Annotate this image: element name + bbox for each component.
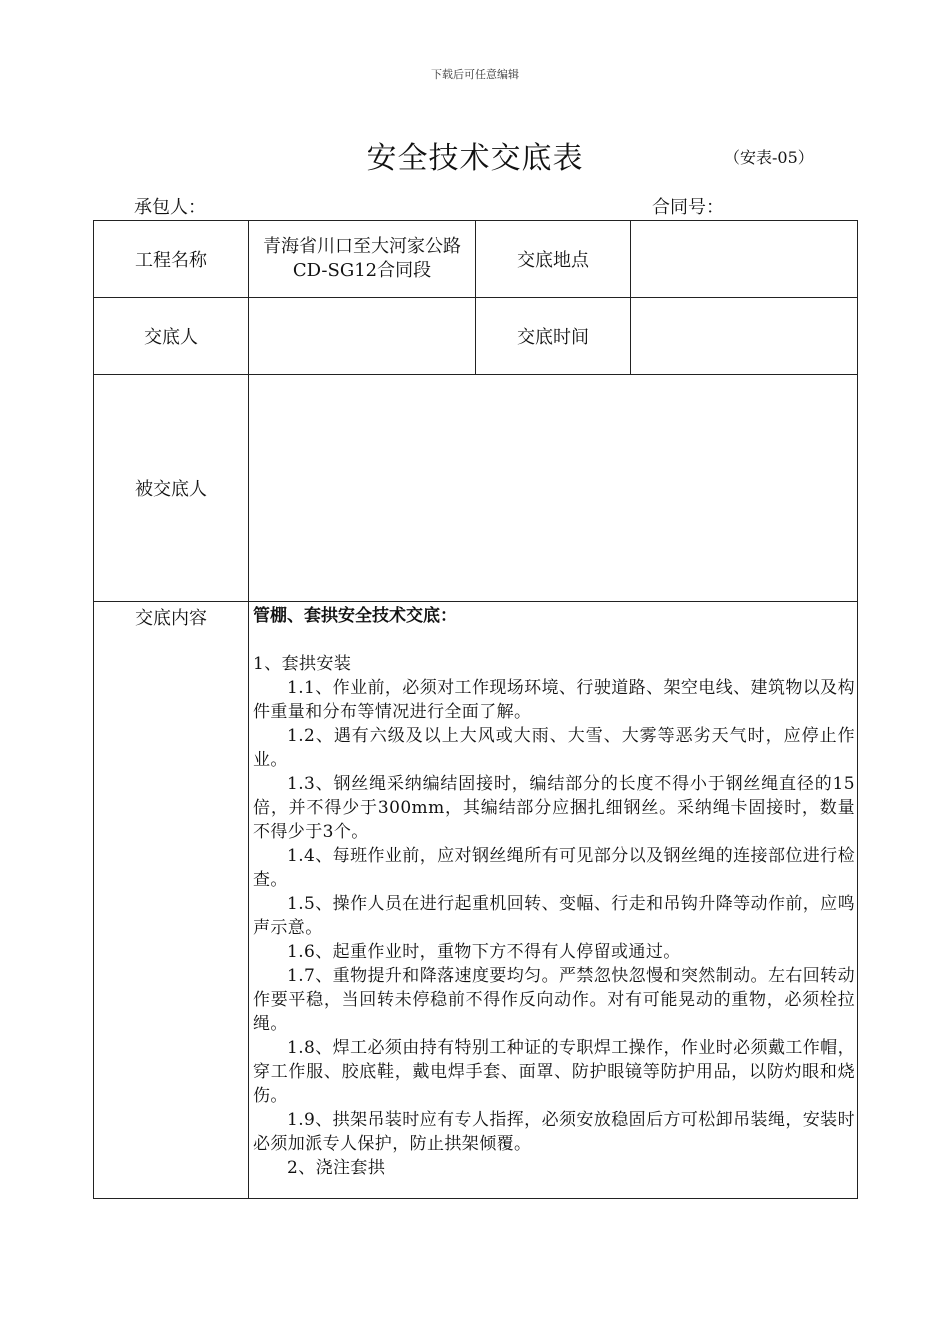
content-spacer [253, 628, 855, 652]
recipients-label: 被交底人 [94, 375, 249, 602]
item-1-8: 1.8、焊工必须由持有特别工种证的专职焊工操作，作业时必须戴工作帽，穿工作服、胶底鞋，戴电焊手套、面罩、防护眼镜等防护用品，以防灼眼和烧伤。 [253, 1038, 855, 1106]
content-body [249, 602, 858, 1199]
item-1-4: 1.4、每班作业前，应对钢丝绳所有可见部分以及钢丝绳的连接部位进行检查。 [253, 846, 855, 890]
recipients-value [249, 375, 858, 602]
time-label: 交底时间 [476, 298, 631, 375]
disclosure-form-table [93, 220, 858, 1199]
location-label: 交底地点 [476, 221, 631, 298]
item-1-6: 1.6、起重作业时，重物下方不得有人停留或通过。 [287, 942, 681, 962]
row-project [94, 221, 858, 298]
time-value [631, 298, 858, 375]
item-1-5: 1.5、操作人员在进行起重机回转、变幅、行走和吊钩升降等动作前，应鸣声示意。 [253, 894, 855, 938]
project-name-line1: 青海省川口至大河家公路 [263, 236, 461, 257]
presenter-label: 交底人 [94, 298, 249, 375]
page-title: 安全技术交底表 [366, 141, 584, 176]
row-presenter [94, 298, 858, 375]
watermark-text: 下载后可任意编辑 [431, 68, 519, 81]
contract-number-label: 合同号： [652, 197, 724, 218]
content-label: 交底内容 [94, 602, 249, 1199]
row-content [94, 602, 858, 1199]
project-name-value [249, 221, 476, 298]
form-code: （安表-05） [724, 148, 814, 167]
item-1-2: 1.2、遇有六级及以上大风或大雨、大雪、大雾等恶劣天气时，应停止作业。 [253, 726, 855, 770]
item-1-7: 1.7、重物提升和降落速度要均匀。严禁忽快忽慢和突然制动。左右回转动作要平稳，当回转未停稳前不得作反向动作。对有可能晃动的重物，必须栓拉绳。 [253, 966, 855, 1034]
project-name-label: 工程名称 [94, 221, 249, 298]
project-name-line2: CD-SG12合同段 [292, 260, 432, 281]
item-1-9: 1.9、拱架吊装时应有专人指挥，必须安放稳固后方可松卸吊装绳，安装时必须加派专人保护，防止拱架倾覆。 [253, 1110, 855, 1154]
item-1-1: 1.1、作业前，必须对工作现场环境、行驶道路、架空电线、建筑物以及构件重量和分布等情况进行全面了解。 [253, 678, 855, 722]
row-recipients [94, 375, 858, 602]
presenter-value [249, 298, 476, 375]
section-2-heading: 2、浇注套拱 [287, 1158, 386, 1178]
section-1-heading: 1、套拱安装 [253, 654, 352, 674]
contractor-label: 承包人： [134, 197, 206, 218]
location-value [631, 221, 858, 298]
content-heading: 管棚、套拱安全技术交底： [253, 606, 457, 626]
item-1-3: 1.3、钢丝绳采纳编结固接时，编结部分的长度不得小于钢丝绳直径的15倍，并不得少于300mm，其编结部分应捆扎细钢丝。采纳绳卡固接时，数量不得少于3个。 [253, 774, 855, 842]
